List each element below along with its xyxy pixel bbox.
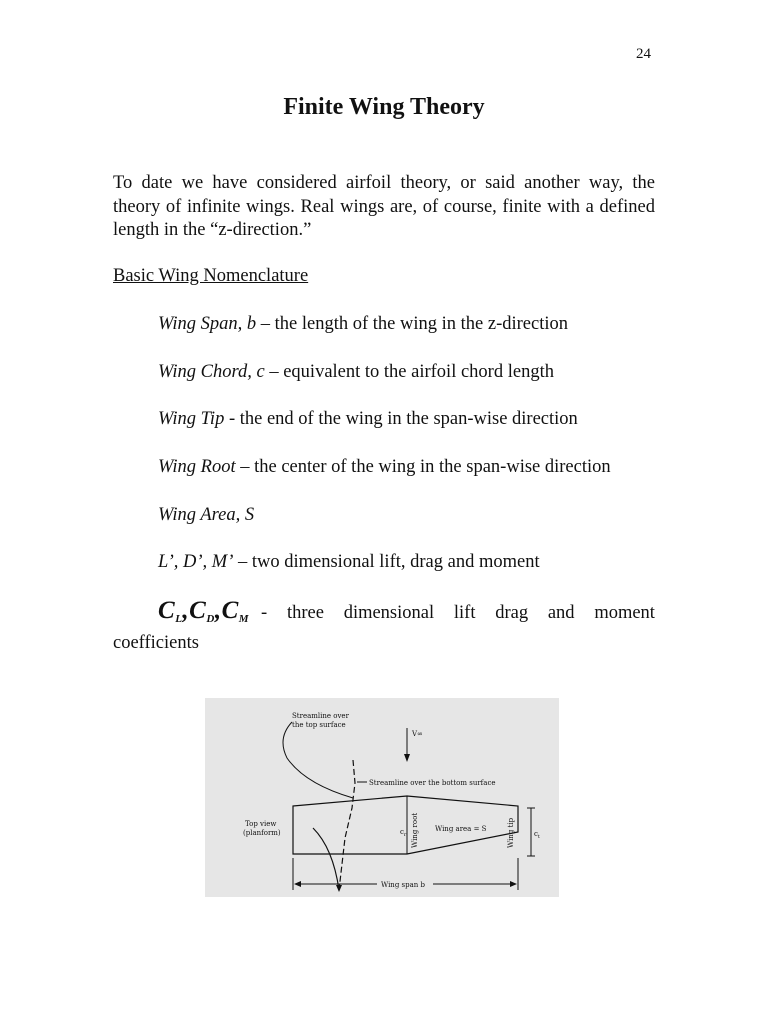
term-description: the length of the wing in the z-direction bbox=[274, 314, 569, 334]
term-wing-area bbox=[158, 505, 254, 526]
streamline-leader bbox=[283, 722, 353, 798]
term-description: two dimensional lift, drag and moment bbox=[251, 552, 540, 572]
coefficient-description: - three dimensional lift drag and moment bbox=[261, 603, 655, 623]
term-description: the end of the wing in the span-wise direction bbox=[239, 409, 578, 429]
term-wing-root bbox=[158, 457, 611, 478]
page-title: Finite Wing Theory bbox=[283, 94, 485, 120]
term-description: the center of the wing in the span-wise direction bbox=[254, 457, 611, 477]
streamline-top bbox=[313, 828, 339, 890]
section-heading: Basic Wing Nomenclature bbox=[113, 266, 309, 286]
top-view-label: Top view bbox=[245, 820, 277, 828]
planform-label: (planform) bbox=[243, 829, 281, 837]
root-chord-label: $c_r$ bbox=[400, 828, 407, 838]
term-wing-tip bbox=[158, 409, 578, 430]
term-name: Wing Span, b bbox=[158, 314, 257, 334]
tip-chord-label: $c_t$ bbox=[534, 830, 540, 840]
wing-planform-figure bbox=[205, 698, 559, 897]
streamline-bottom-label: Streamline over the bottom surface bbox=[369, 779, 496, 787]
term-2d-lift-drag-moment bbox=[158, 552, 540, 573]
coefficients-definition bbox=[113, 596, 655, 658]
term-name: Wing Root bbox=[158, 457, 236, 477]
term-separator: – bbox=[233, 552, 252, 572]
streamline-bottom bbox=[339, 760, 355, 890]
page-number: 24 bbox=[636, 46, 651, 62]
term-name: Wing Tip bbox=[158, 409, 225, 429]
term-name: Wing Chord, c bbox=[158, 362, 265, 382]
term-name: Wing Area, S bbox=[158, 505, 255, 525]
streamline-top-label: Streamline over bbox=[292, 712, 349, 720]
streamline-top-label-2: the top surface bbox=[292, 721, 346, 729]
coefficients-continuation: coefficients bbox=[113, 633, 199, 653]
term-description: equivalent to the airfoil chord length bbox=[283, 362, 554, 382]
wing-root-label: Wing root bbox=[411, 812, 419, 848]
wing-span-label: Wing span b bbox=[381, 881, 425, 889]
term-wing-span bbox=[158, 314, 568, 335]
wing-tip-label: Wing tip bbox=[507, 817, 515, 848]
intro-paragraph: To date we have considered airfoil theory, or said another way, the theory of infinite wings. Real wings are, of course, finite with a defined length in the “z-direction.” bbox=[113, 173, 655, 240]
streamline-arrowhead bbox=[336, 885, 342, 892]
freestream-arrowhead bbox=[404, 754, 410, 762]
wing-area-label: Wing area = S bbox=[435, 825, 487, 833]
wing-planform-diagram bbox=[205, 698, 559, 897]
term-name: L’, D’, M’ bbox=[158, 552, 234, 572]
term-separator: - bbox=[224, 409, 240, 429]
term-separator: – bbox=[264, 362, 284, 382]
v-infinity-label: V∞ bbox=[412, 730, 423, 738]
term-separator: – bbox=[256, 314, 275, 334]
term-separator: – bbox=[235, 457, 255, 477]
coefficient-symbols: $C_L,C_D,C_M$ bbox=[158, 597, 250, 625]
term-wing-chord bbox=[158, 362, 554, 383]
